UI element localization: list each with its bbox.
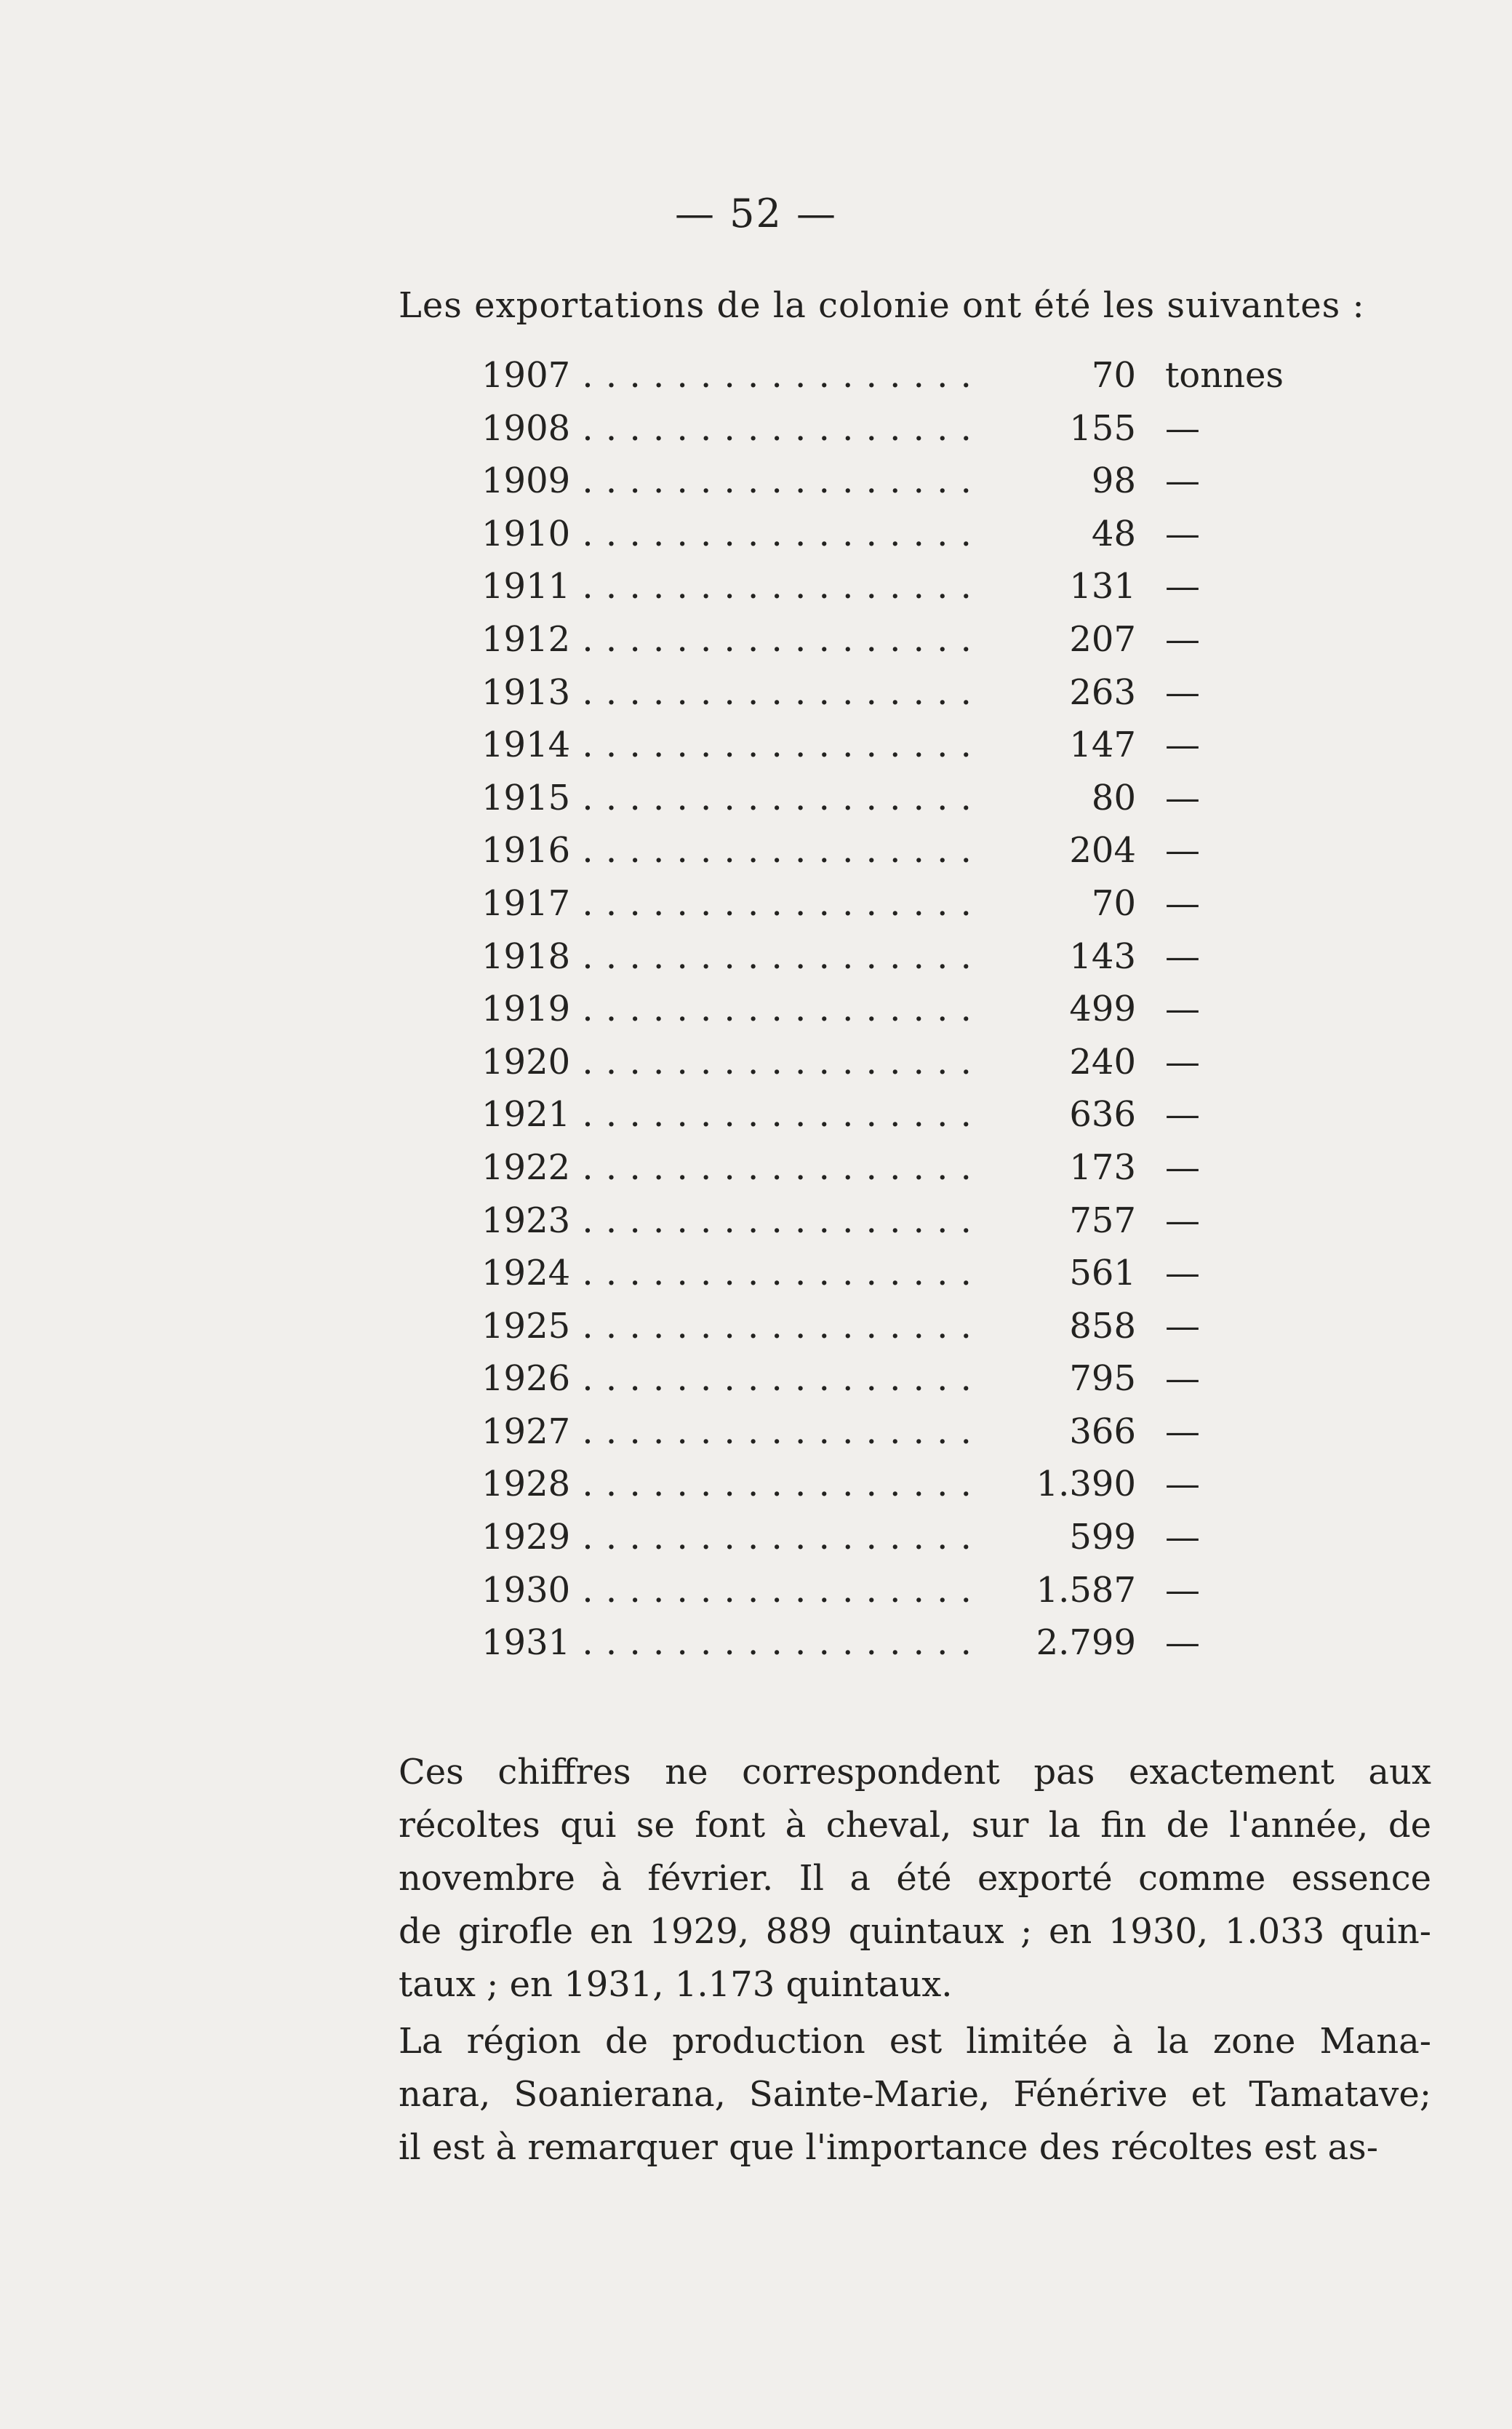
export-row: [481, 1300, 1311, 1353]
export-unit: —: [1165, 1146, 1200, 1188]
export-amount: 499: [1069, 989, 1136, 1030]
export-amount: 155: [1069, 407, 1136, 449]
paragraph-exports-note: [399, 1746, 1431, 2011]
export-row: [481, 1511, 1311, 1564]
export-year: 1923 . . .: [481, 1194, 983, 1248]
export-row: [481, 1458, 1311, 1511]
export-year: 1909 . . .: [481, 455, 983, 508]
export-year: 1920 . . .: [481, 1036, 983, 1089]
export-year: 1916 . . .: [481, 824, 983, 877]
export-row: [481, 1088, 1311, 1141]
export-row: [481, 772, 1311, 825]
export-year: 1919 . . .: [481, 983, 983, 1036]
export-row: [481, 1141, 1311, 1194]
export-amount: 636: [1069, 1094, 1136, 1136]
export-row: [481, 983, 1311, 1036]
export-year: 1913 . . .: [481, 666, 983, 719]
export-year: 1922 . . .: [481, 1141, 983, 1194]
export-unit: —: [1165, 1569, 1200, 1611]
export-unit: —: [1165, 460, 1200, 502]
export-amount: 795: [1069, 1358, 1136, 1400]
export-row: [481, 455, 1311, 508]
export-unit: —: [1165, 1041, 1200, 1082]
export-amount: 757: [1069, 1200, 1136, 1241]
export-amount: 207: [1069, 618, 1136, 660]
export-year: 1915 . . .: [481, 772, 983, 825]
paragraph-line: novembre à février. Il a été exporté comme essence: [399, 1858, 1431, 1899]
export-unit: —: [1165, 1517, 1200, 1558]
export-row: [481, 1405, 1311, 1459]
export-amount: 858: [1069, 1305, 1136, 1347]
export-unit: —: [1165, 407, 1200, 449]
paragraph-line: taux ; en 1931, 1.173 quintaux.: [399, 1964, 953, 2005]
export-row: [481, 1352, 1311, 1405]
export-unit: —: [1165, 989, 1200, 1030]
export-year: 1908 . . .: [481, 402, 983, 455]
export-amount: 2.799: [1036, 1622, 1136, 1664]
export-row: [481, 824, 1311, 877]
export-unit: —: [1165, 513, 1200, 554]
export-unit: —: [1165, 1622, 1200, 1664]
export-year: 1926 . . .: [481, 1352, 983, 1405]
export-amount: 143: [1069, 936, 1136, 977]
export-unit: —: [1165, 1464, 1200, 1505]
export-amount: 1.587: [1036, 1569, 1136, 1611]
paragraph-line: Ces chiffres ne correspondent pas exactement aux: [399, 1752, 1431, 1792]
export-unit: —: [1165, 725, 1200, 766]
export-amount: 131: [1069, 566, 1136, 607]
export-year: 1924 . . .: [481, 1247, 983, 1300]
export-amount: 70: [1091, 882, 1136, 924]
export-row: [481, 402, 1311, 455]
paragraph-line: il est à remarquer que l'importance des récoltes est as-: [399, 2127, 1378, 2168]
paragraph-line: de girofle en 1929, 889 quintaux ; en 1930, 1.033 quin-: [399, 1911, 1431, 1952]
export-amount: 70: [1091, 355, 1136, 396]
export-unit: —: [1165, 936, 1200, 977]
export-amount: 98: [1091, 460, 1136, 502]
export-amount: 173: [1069, 1146, 1136, 1188]
export-year: 1911 . . .: [481, 560, 983, 613]
export-year: 1910 . . .: [481, 508, 983, 561]
export-year: 1912 . . .: [481, 613, 983, 666]
export-unit: —: [1165, 618, 1200, 660]
export-row: [481, 1247, 1311, 1300]
export-unit: —: [1165, 777, 1200, 818]
export-row: [481, 1194, 1311, 1248]
export-amount: 599: [1069, 1517, 1136, 1558]
export-year: 1928 . . .: [481, 1458, 983, 1511]
export-amount: 147: [1069, 725, 1136, 766]
export-unit: —: [1165, 830, 1200, 872]
export-row: [481, 877, 1311, 930]
export-row: [481, 508, 1311, 561]
export-row: [481, 560, 1311, 613]
export-amount: 204: [1069, 830, 1136, 872]
export-unit: —: [1165, 1253, 1200, 1294]
paragraph-line: La région de production est limitée à la zone Mana-: [399, 2021, 1431, 2062]
export-row: [481, 349, 1311, 402]
export-amount: 48: [1091, 513, 1136, 554]
export-year: 1917 . . .: [481, 877, 983, 930]
page-number: — 52 —: [674, 191, 838, 236]
export-unit: —: [1165, 566, 1200, 607]
export-unit: tonnes: [1165, 355, 1284, 396]
export-row: [481, 666, 1311, 719]
paragraph-production-region: [399, 2015, 1431, 2174]
export-row: [481, 1616, 1311, 1670]
paragraph-line: nara, Soanierana, Sainte-Marie, Fénérive et Tamatave;: [399, 2074, 1431, 2115]
export-year: 1925 . . .: [481, 1300, 983, 1353]
export-row: [481, 1036, 1311, 1089]
export-unit: —: [1165, 671, 1200, 713]
export-year: 1929 . . .: [481, 1511, 983, 1564]
export-amount: 263: [1069, 671, 1136, 713]
export-unit: —: [1165, 1094, 1200, 1136]
exports-intro: Les exportations de la colonie ont été les suivantes :: [399, 285, 1365, 326]
export-year: 1918 . . .: [481, 930, 983, 984]
paragraph-line: récoltes qui se font à cheval, sur la fin de l'année, de: [399, 1805, 1431, 1846]
export-amount: 80: [1091, 777, 1136, 818]
export-unit: —: [1165, 882, 1200, 924]
export-year: 1930 . . .: [481, 1564, 983, 1617]
export-year: 1914 . . .: [481, 719, 983, 772]
export-row: [481, 719, 1311, 772]
export-year: 1931 . . .: [481, 1616, 983, 1670]
export-row: [481, 1564, 1311, 1617]
export-year: 1927 . . .: [481, 1405, 983, 1459]
export-unit: —: [1165, 1200, 1200, 1241]
export-amount: 561: [1069, 1253, 1136, 1294]
export-amount: 240: [1069, 1041, 1136, 1082]
export-unit: —: [1165, 1305, 1200, 1347]
export-unit: —: [1165, 1411, 1200, 1452]
export-amount: 366: [1069, 1411, 1136, 1452]
export-row: [481, 930, 1311, 984]
export-year: 1921 . . .: [481, 1088, 983, 1141]
export-unit: —: [1165, 1358, 1200, 1400]
export-year: 1907 . . .: [481, 349, 983, 402]
export-row: [481, 613, 1311, 666]
export-amount: 1.390: [1036, 1464, 1136, 1505]
exports-table: [481, 349, 1311, 1670]
